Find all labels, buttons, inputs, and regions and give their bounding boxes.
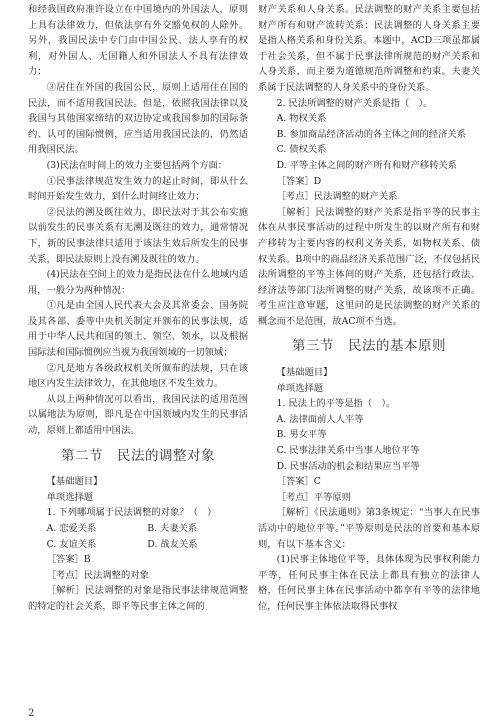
question-2-explanation: ［解析］民法调整的财产关系是指平等的民事主体在从事民事活动的过程中所发生的以财产所有和财产移转为主要内容的权利义务关系，如物权关系、债权关系。B项中的商品经济关系范围广泛，不仅包括民法所调整的平等主体间的财产关系，还包括行政法、经济法等部门法所调整的财产关系，故该项不正确。考生应注意审题，这里问的是民法调整的财产关系的概念而不是范围，故AC项不当选。 bbox=[258, 206, 480, 327]
single-choice-tag: 单项选择题 bbox=[46, 491, 94, 503]
question-2: 2. 民法所调整的财产关系是指（ ）。 bbox=[276, 97, 433, 109]
left-paragraph-3: (3)民法在时间上的效力主要包括两个方面： bbox=[46, 159, 228, 171]
basic-question-tag: 【基础题目】 bbox=[276, 367, 333, 379]
section-title-3: 第三节 民法的基本原则 bbox=[292, 338, 446, 355]
single-choice-tag: 单项选择题 bbox=[276, 382, 324, 394]
question-3-explanation: ［解析］《民法通则》第3条规定：“当事人在民事活动中的地位平等。”平等原则是民法的首要和基本原则，有以下基本含义： bbox=[258, 507, 480, 550]
left-paragraph-4: ①民事法律规范发生效力的起止时间，即从什么时间开始发生效力，到什么时间终止效力； bbox=[28, 175, 248, 203]
explanation: ［解析］民法调整的对象是指民事法律规范调整的特定的社会关系，即平等民事主体之间的 bbox=[28, 585, 248, 612]
left-paragraph-7: ①凡是由全国人民代表大会及其常委会、国务院及其各部、委等中央机关制定并颁布的民事法规，适用于中华人民共和国的领土、领空、领水，以及根据国际法和国际惯例应当视为我国领域的一切领域； bbox=[28, 300, 248, 359]
question-3-option-c: C. 民事法律关系中当事人地位平等 bbox=[276, 445, 420, 457]
question-2-exam-point: ［考点］民法调整的财产关系 bbox=[276, 191, 398, 203]
answer: ［答案］B bbox=[46, 554, 91, 566]
option-b: B. 夫妻关系 bbox=[147, 523, 198, 534]
left-paragraph-2: ③居住在外国的我国公民，原则上适用住在国的民法，而不适用我国民法。但是，依照我国法律以及我国与其他国家缔结的双边协定或我国参加的国际条约、认可的国际惯例，应当适用我国民法的，仍然适用我国民法。 bbox=[28, 81, 248, 156]
question-1: 1. 下列哪项属于民法调整的对象？（ ） bbox=[46, 507, 217, 519]
option-d: D. 战友关系 bbox=[147, 538, 198, 550]
page-number: 2 bbox=[28, 708, 35, 719]
right-column bbox=[258, 0, 480, 615]
question-3: 1. 民法上的平等是指（ ）。 bbox=[276, 398, 396, 410]
question-3-option-d: D. 民事活动的机会和结果应当平等 bbox=[276, 460, 420, 472]
question-1-options bbox=[28, 521, 248, 552]
question-3-option-a: A. 法律面前人人平等 bbox=[276, 413, 364, 425]
question-3-exam-point: ［考点］平等原则 bbox=[276, 491, 351, 503]
left-column bbox=[28, 0, 248, 615]
option-a: A. 恋爱关系 bbox=[46, 523, 97, 534]
left-paragraph-5: ②民法的溯及既往效力，即民法对于其公布实施以前发生的民事关系有无溯及既往的效力，通常情况下，新的民事法律只适用于该法生效后所发生的民事关系，即民法原则上没有溯及既往的效力。 bbox=[28, 206, 248, 265]
left-paragraph-8: ②凡是地方各级政权机关所颁布的法规，只在该地区内发生法律效力，在其他地区不发生效力。 bbox=[28, 362, 248, 390]
right-paragraph-1: 财产关系和人身关系。民法调整的财产关系主要包括财产所有和财产流转关系；民法调整的人身关系主要是指人格关系和身份关系。本题中，ACD三项虽都属于社会关系，但不属于民事法律所规范的财产关系和人身关系，而主要为道德规范所调整和约束。夫妻关系属于民法调整的人身关系中的身份关系。 bbox=[258, 4, 480, 93]
question-2-option-a: A. 物权关系 bbox=[276, 113, 327, 125]
section-title-2: 第二节 民法的调整对象 bbox=[61, 447, 215, 464]
exam-point: ［考点］民法调整的对象 bbox=[46, 569, 149, 581]
question-2-option-d: D. 平等主体之间的财产所有和财产移转关系 bbox=[276, 159, 457, 171]
question-2-option-b: B. 参加商品经济活动的各主体之间的经济关系 bbox=[276, 128, 466, 140]
question-2-answer: ［答案］D bbox=[276, 175, 322, 187]
left-paragraph-6: (4)民法在空间上的效力是指民法在什么地域内适用，一般分为两种情况： bbox=[28, 269, 248, 296]
question-3-explanation-point-1: (1)民事主体地位平等，具体体现为民事权利能力平等，任何民事主体在民法上都具有独立的法律人格，任何民事主体在民事活动中都享有平等的法律地位，任何民事主体依法取得民事权 bbox=[258, 554, 480, 612]
option-c: C. 友谊关系 bbox=[46, 538, 97, 550]
question-3-option-b: B. 男女平等 bbox=[276, 429, 327, 441]
question-3-answer: ［答案］C bbox=[276, 476, 321, 488]
basic-question-tag: 【基础题目】 bbox=[46, 476, 103, 488]
question-2-option-c: C. 债权关系 bbox=[276, 144, 327, 156]
left-paragraph-1: 和经我国政府准许设立在中国境内的外国法人，原则上具有法律效力，但依法享有外交豁免权的人除外。另外，我国民法中专门由中国公民、法人享有的权利，对外国人、无国籍人和外国法人不具有法律效力； bbox=[28, 4, 248, 78]
left-paragraph-9: 从以上两种情况可以看出，我国民法的适用范围以属地法为原则，即凡是在中国领域内发生的民事活动，原则上都适用中国法。 bbox=[28, 393, 248, 437]
